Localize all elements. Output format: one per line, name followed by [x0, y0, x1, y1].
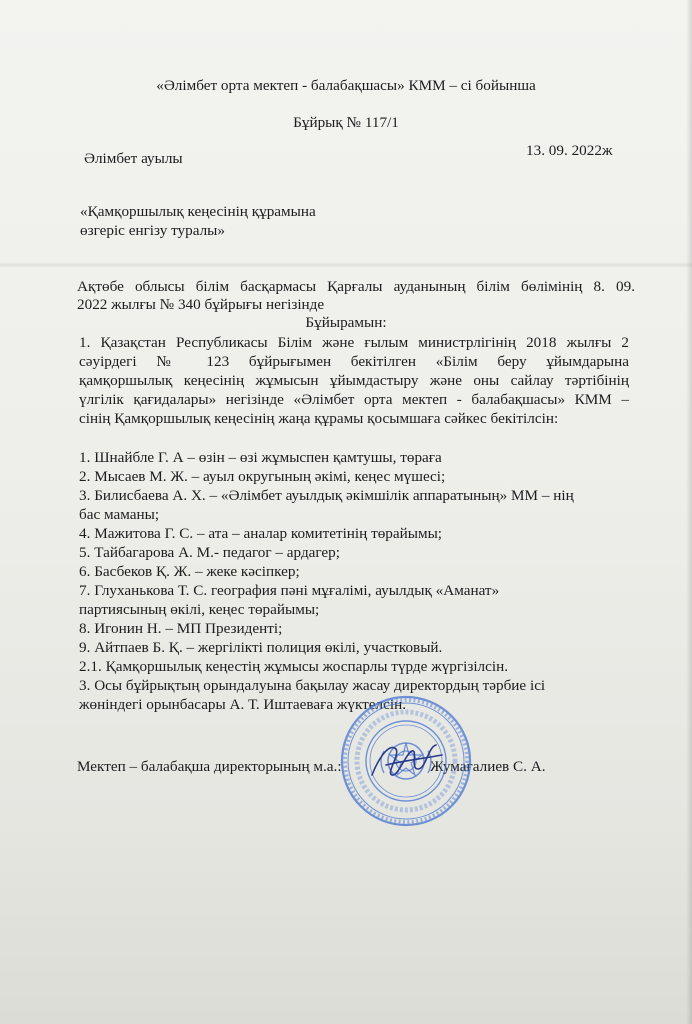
signatory-title: Мектеп – балабақша директорының м.а.:: [77, 758, 342, 775]
member-item: 7. Глуханькова Т. С. география пәні мұғалімі, ауылдық «Аманат»: [79, 582, 500, 599]
clause1-line-2: сәуірдегі № 123 бұйрығымен бекітілген «Білім беру ұйымдарына: [79, 353, 629, 370]
member-item: 9. Айтпаев Б. Қ. – жергілікті полиция өкілі, участковый.: [79, 639, 443, 656]
director-signature: [366, 735, 446, 787]
subject-line-1: «Қамқоршылық кеңесінің құрамына: [80, 203, 316, 220]
clause3-line-2: жөніндегі орынбасары А. Т. Иштаеваға жүктелсін.: [79, 696, 406, 713]
member-item: 5. Тайбагарова А. М.- педагог – ардагер;: [79, 544, 340, 561]
preamble-line-1: Ақтөбе облысы білім басқармасы Қарғалы ауданының білім бөлімінің 8. 09.: [77, 278, 635, 295]
clause2: 2.1. Қамқоршылық кеңестің жұмысы жоспарлы түрде жүргізілсін.: [79, 658, 509, 675]
member-item: 2. Мысаев М. Ж. – ауыл округының әкімі, кеңес мүшесі;: [79, 468, 446, 485]
order-word: Бұйырамын:: [305, 314, 387, 331]
clause1-line-4: үлгілік қағидалары» негізінде «Әлімбет орта мектеп - балабақшасы» КММ –: [79, 391, 629, 408]
member-item: 1. Шнайбле Г. А – өзін – өзі жұмыспен қамтушы, төраға: [79, 449, 442, 466]
member-item: партиясының өкілі, кеңес төрайымы;: [79, 601, 320, 618]
clause3-line-1: 3. Осы бұйрықтың орындалуына бақылау жасау директордың тәрбие ісі: [79, 677, 546, 694]
signatory-name: Жумағалиев С. А.: [430, 758, 546, 775]
member-item: бас маманы;: [79, 506, 160, 523]
organization-title: «Әлімбет орта мектеп - балабақшасы» КММ – сі бойынша: [156, 77, 536, 94]
member-item: 8. Игонин Н. – МП Президенті;: [79, 620, 283, 637]
member-item: 4. Мажитова Г. С. – ата – аналар комитетінің төрайымы;: [79, 525, 443, 542]
clause1-line-5: сінің Қамқоршылық кеңесінің жаңа құрамы қосымшаға сәйкес бекітілсін:: [79, 410, 559, 427]
place-name: Әлімбет ауылы: [84, 150, 183, 167]
preamble-line-2: 2022 жылғы № 340 бұйрығы негізінде: [77, 296, 325, 313]
order-date: 13. 09. 2022ж: [526, 142, 613, 159]
order-number: Бұйрық № 117/1: [293, 114, 399, 131]
member-item: 3. Билисбаева А. Х. – «Әлімбет ауылдық әкімшілік аппаратының» ММ – нің: [79, 487, 574, 504]
paper-edge: [686, 0, 692, 1024]
subject-line-2: өзгеріс енгізу туралы»: [80, 222, 225, 239]
clause1-line-3: қамқоршылық кеңесінің жұмысын ұйымдастыру және оны сайлау тәртібінің: [79, 372, 629, 389]
paper-fold: [0, 262, 692, 268]
member-item: 6. Басбеков Қ. Ж. – жеке кәсіпкер;: [79, 563, 300, 580]
clause1-line-1: 1. Қазақстан Республикасы Білім және ғылым министрлігінің 2018 жылғы 2: [79, 334, 629, 351]
